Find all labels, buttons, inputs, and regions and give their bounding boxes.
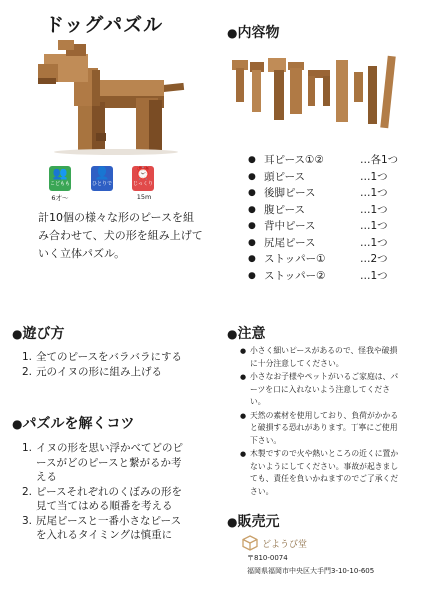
list-item: ● 背中ピース …1つ (248, 220, 388, 232)
list-item: 2. ピースそれぞれのくぼみの形を見て当てはめる順番を考える (22, 485, 183, 512)
caution-list (240, 345, 400, 499)
list-item: 3. 尻尾ピースと一番小さなピースを入れるタイミングは慎重に (22, 514, 182, 541)
list-item: ● 尻尾ピース …1つ (248, 236, 388, 249)
list-item: ● 後脚ピース …1つ (248, 187, 388, 199)
howto-list (22, 350, 212, 379)
two-people-icon: 👥 (52, 166, 68, 180)
list-item: ● 耳ピース①② …各1つ (248, 154, 399, 166)
intro-text: 計10個の様々な形のピースを組み合わせて、犬の形を組み上げていく立体パズル。 (38, 211, 203, 260)
alarm-clock-icon: ⏰ (135, 166, 151, 180)
seller-logo (242, 535, 307, 551)
pieces-image (226, 52, 404, 134)
postal-code: 〒810-0074 (247, 554, 288, 562)
tips-list (22, 441, 190, 543)
badge-time-caption: 15m (136, 193, 152, 201)
page-title: ドッグパズル (45, 14, 164, 36)
badge-time: ⏰ じっくり (132, 166, 154, 191)
list-item: ● 天然の素材を使用しており、負荷がかかると破損する恐れがあります。丁寧にご使用下さい。 (240, 410, 399, 445)
address: 福岡県福岡市中央区大手門3-10-10-605 (247, 567, 375, 575)
list-item: ● ストッパー① …2つ (248, 253, 388, 265)
howto-heading: ●遊び方 (12, 326, 65, 342)
bullet-icon: ● (227, 26, 238, 40)
box-icon (242, 535, 258, 551)
list-item: ● 腹ピース …1つ (248, 203, 388, 216)
single-person-icon: 👤 (94, 166, 110, 180)
badge-kids-caption: 6才〜 (51, 194, 69, 202)
bullet-icon: ● (12, 417, 23, 431)
brand-name: どようび堂 (262, 539, 308, 550)
badge-solo: 👤 ひとりで (91, 166, 113, 191)
badge-kids: 👥 こどもも (49, 166, 71, 191)
bullet-icon: ● (227, 515, 238, 529)
list-item: 1. イヌの形を思い浮かべてどのピースがどのピースと繋がるか考える (22, 442, 183, 483)
bullet-icon: ● (12, 327, 23, 341)
list-item: 2. 元のイヌの形に組み上げる (22, 365, 162, 378)
list-item: ● 木製ですので火や熱いところの近くに置かないようにしてください。事故が起きましても、責任を負いかねますのでご了承ください。 (240, 449, 399, 496)
tips-heading: ●パズルを解くコツ (12, 416, 135, 432)
list-item: ● 小さく細いピースがあるので、怪我や破損に十分注意してください。 (240, 346, 398, 368)
list-item: ● 小さなお子様やペットがいるご家庭は、パーツを口に入れないよう注意してください。 (240, 372, 399, 406)
caution-heading: ●注意 (227, 326, 266, 342)
list-item: ● 頭ピース …1つ (248, 170, 388, 183)
list-item: 1. 全てのピースをバラバラにする (22, 351, 183, 363)
dog-puzzle-image (36, 38, 186, 158)
list-item: ● ストッパー② …1つ (248, 269, 388, 282)
contents-heading: ●内容物 (227, 25, 280, 41)
bullet-icon: ● (227, 327, 238, 341)
seller-heading: ●販売元 (227, 514, 280, 530)
contents-list (248, 152, 398, 284)
